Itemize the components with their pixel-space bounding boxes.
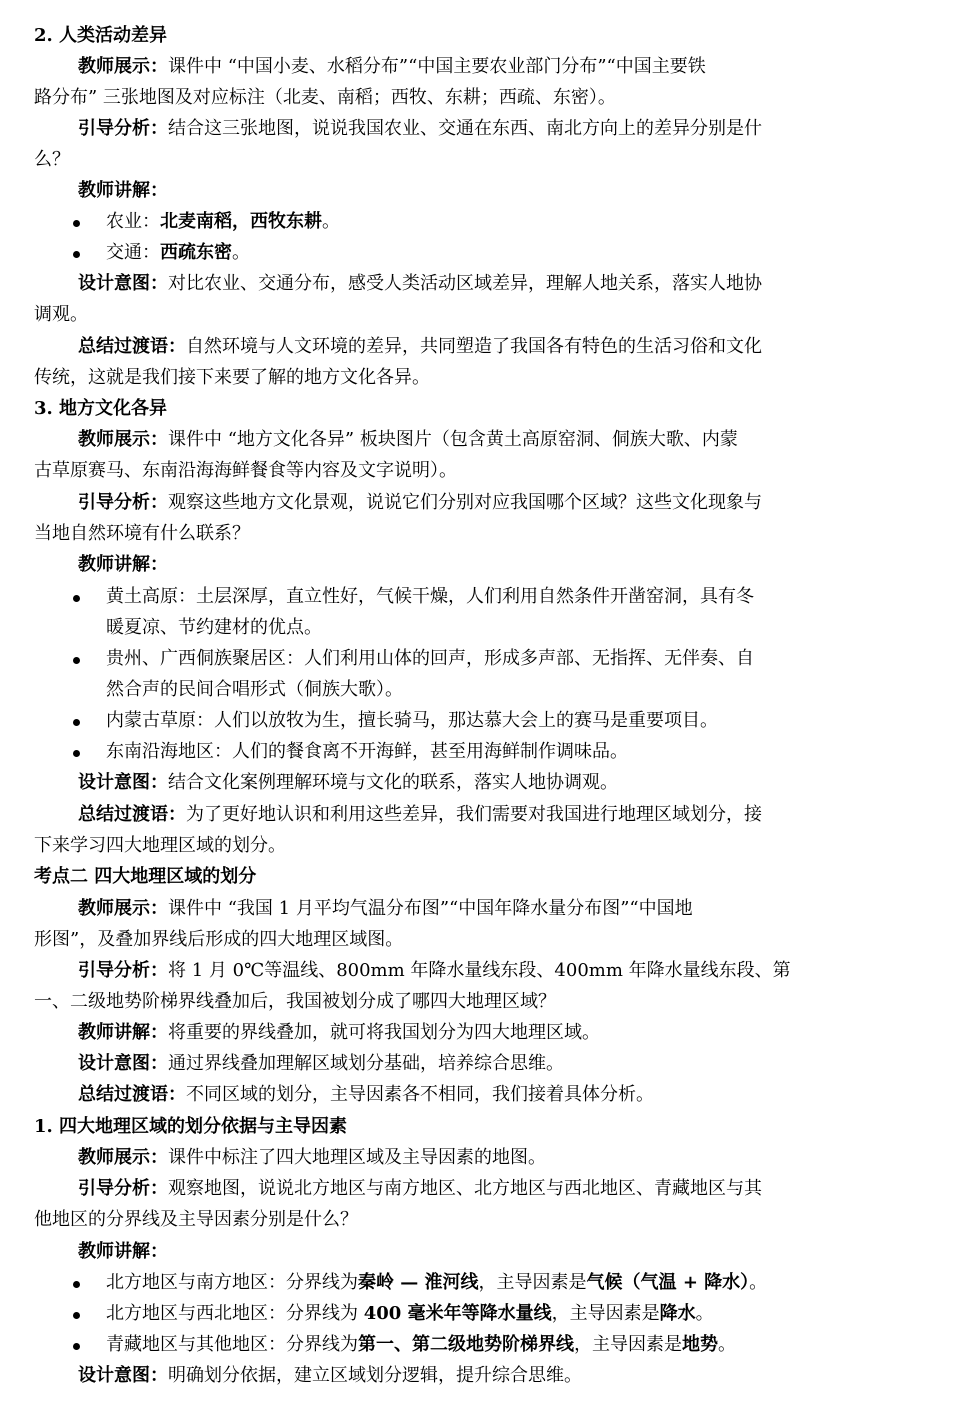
paragraph-line [78, 1052, 954, 1076]
text: 不同区域的划分，主导因素各不相同，我们接着具体分析。 [186, 1084, 654, 1105]
label: 教师讲解： [78, 180, 168, 201]
text: 观察这些地方文化景观，说说它们分别对应我国哪个区域？这些文化现象与 [168, 492, 762, 513]
text: ，主导因素是 [478, 1272, 587, 1293]
paragraph-line [78, 1364, 954, 1388]
text: 结合文化案例理解环境与文化的联系，落实人地协调观。 [168, 772, 618, 793]
text: 。 [749, 1272, 768, 1293]
text: 。 [718, 1334, 736, 1355]
label: 教师讲解： [78, 1022, 168, 1043]
text: 明确划分依据，建立区域划分逻辑，提升综合思维。 [168, 1365, 582, 1386]
text: 将 1 月 0℃等温线、800mm 年降水量线东段、400mm 年降水量线东段、第 [168, 960, 791, 981]
paragraph-line: 他地区的分界线及主导因素分别是什么？ [34, 1209, 358, 1230]
list-item [106, 1333, 954, 1357]
text: 青藏地区与其他地区：分界线为 [106, 1334, 358, 1355]
text: 为了更好地认识和利用这些差异，我们需要对我国进行地理区域划分，接 [186, 804, 762, 825]
label: 教师展示： [78, 429, 168, 450]
label: 教师展示： [78, 1147, 168, 1168]
label: 引导分析： [78, 960, 168, 981]
paragraph-line [78, 491, 954, 515]
bold-text: 第一、第二级地势阶梯界线 [358, 1334, 574, 1355]
label: 教师讲解： [78, 554, 168, 575]
section-heading: 3. 地方文化各异 [34, 398, 168, 419]
text: 通过界线叠加理解区域划分基础，培养综合思维。 [168, 1053, 564, 1074]
paragraph-line [78, 803, 954, 827]
label: 设计意图： [78, 1053, 168, 1074]
label: 设计意图： [78, 772, 168, 793]
text: 交通： [106, 242, 160, 263]
list-item [106, 241, 954, 265]
label: 设计意图： [78, 273, 168, 294]
text: 课件中 “中国小麦、水稻分布”“中国主要农业部门分布”“中国主要铁 [168, 56, 706, 77]
text: 对比农业、交通分布，感受人类活动区域差异，理解人地关系，落实人地协 [168, 273, 762, 294]
text: 课件中标注了四大地理区域及主导因素的地图。 [168, 1147, 546, 1168]
list-item-continuation: 然合声的民间合唱形式（侗族大歌）。 [106, 679, 403, 700]
text: 农业： [106, 211, 160, 232]
label: 设计意图： [78, 1365, 168, 1386]
paragraph-line: 传统，这就是我们接下来要了解的地方文化各异。 [34, 367, 430, 388]
bold-text: 地势 [682, 1334, 718, 1355]
section-heading: 2. 人类活动差异 [34, 25, 168, 46]
label: 教师讲解： [78, 1241, 168, 1262]
section-heading: 1. 四大地理区域的划分依据与主导因素 [34, 1116, 348, 1137]
text: 。 [695, 1303, 714, 1324]
paragraph-line: 路分布” 三张地图及对应标注（北麦、南稻；西牧、东耕；西疏、东密）。 [34, 87, 616, 108]
paragraph-line [78, 428, 954, 452]
paragraph-line [78, 1021, 954, 1045]
paragraph-line [78, 959, 954, 983]
text: 课件中 “地方文化各异” 板块图片（包含黄土高原窑洞、侗族大歌、内蒙 [168, 429, 738, 450]
paragraph-line [78, 335, 954, 359]
text: ，主导因素是 [551, 1303, 660, 1324]
bold-text: 400 毫米年等降水量线 [363, 1303, 552, 1324]
list-item: 东南沿海地区：人们的餐食离不开海鲜，甚至用海鲜制作调味品。 [106, 740, 954, 764]
list-item [106, 1271, 954, 1295]
paragraph-line [78, 55, 954, 79]
bold-text: 秦岭 — 淮河线 [358, 1272, 479, 1293]
text: 。 [232, 242, 250, 263]
bold-text: 北麦南稻，西牧东耕 [160, 211, 322, 232]
label: 引导分析： [78, 492, 168, 513]
paragraph-line: 一、二级地势阶梯界线叠加后，我国被划分成了哪四大地理区域？ [34, 991, 556, 1012]
text: 自然环境与人文环境的差异，共同塑造了我国各有特色的生活习俗和文化 [186, 336, 762, 357]
paragraph-line [78, 897, 954, 921]
label: 总结过渡语： [78, 804, 186, 825]
paragraph-line [78, 272, 954, 296]
text: 。 [322, 211, 340, 232]
paragraph-line: 当地自然环境有什么联系？ [34, 523, 250, 544]
text: 将重要的界线叠加，就可将我国划分为四大地理区域。 [168, 1022, 600, 1043]
paragraph-line [78, 1083, 954, 1107]
label: 引导分析： [78, 1178, 168, 1199]
paragraph-line [78, 1146, 954, 1170]
list-item: 贵州、广西侗族聚居区：人们利用山体的回声，形成多声部、无指挥、无伴奏、自 [106, 647, 954, 671]
list-item: 内蒙古草原：人们以放牧为生，擅长骑马，那达慕大会上的赛马是重要项目。 [106, 709, 954, 733]
label: 总结过渡语： [78, 1084, 186, 1105]
paragraph-line: 形图”，及叠加界线后形成的四大地理区域图。 [34, 929, 404, 950]
paragraph-line: 调观。 [34, 304, 88, 325]
section-heading: 考点二 四大地理区域的划分 [34, 866, 257, 887]
paragraph-line: 下来学习四大地理区域的划分。 [34, 835, 286, 856]
paragraph-line [78, 771, 954, 795]
label: 总结过渡语： [78, 336, 186, 357]
paragraph-line [78, 1177, 954, 1201]
bold-text: 西疏东密 [160, 242, 232, 263]
paragraph-line [78, 117, 954, 141]
list-item-continuation: 暖夏凉、节约建材的优点。 [106, 617, 322, 638]
list-item [106, 1302, 954, 1326]
paragraph-line: 古草原赛马、东南沿海海鲜餐食等内容及文字说明）。 [34, 460, 457, 481]
text: ，主导因素是 [574, 1334, 682, 1355]
list-item: 黄土高原：土层深厚，直立性好，气候干燥，人们利用自然条件开凿窑洞，具有冬 [106, 585, 954, 609]
text: 结合这三张地图，说说我国农业、交通在东西、南北方向上的差异分别是什 [168, 118, 762, 139]
label: 引导分析： [78, 118, 168, 139]
list-item [106, 210, 954, 234]
paragraph-line: 么？ [34, 149, 70, 170]
text: 北方地区与南方地区：分界线为 [106, 1272, 358, 1293]
label: 教师展示： [78, 898, 168, 919]
text: 课件中 “我国 1 月平均气温分布图”“中国年降水量分布图”“中国地 [168, 898, 693, 919]
bold-text: 降水 [659, 1303, 696, 1324]
text: 北方地区与西北地区：分界线为 [106, 1303, 364, 1324]
label: 教师展示： [78, 56, 168, 77]
bold-text: 气候（气温 + 降水） [586, 1272, 750, 1293]
text: 观察地图，说说北方地区与南方地区、北方地区与西北地区、青藏地区与其 [168, 1178, 762, 1199]
